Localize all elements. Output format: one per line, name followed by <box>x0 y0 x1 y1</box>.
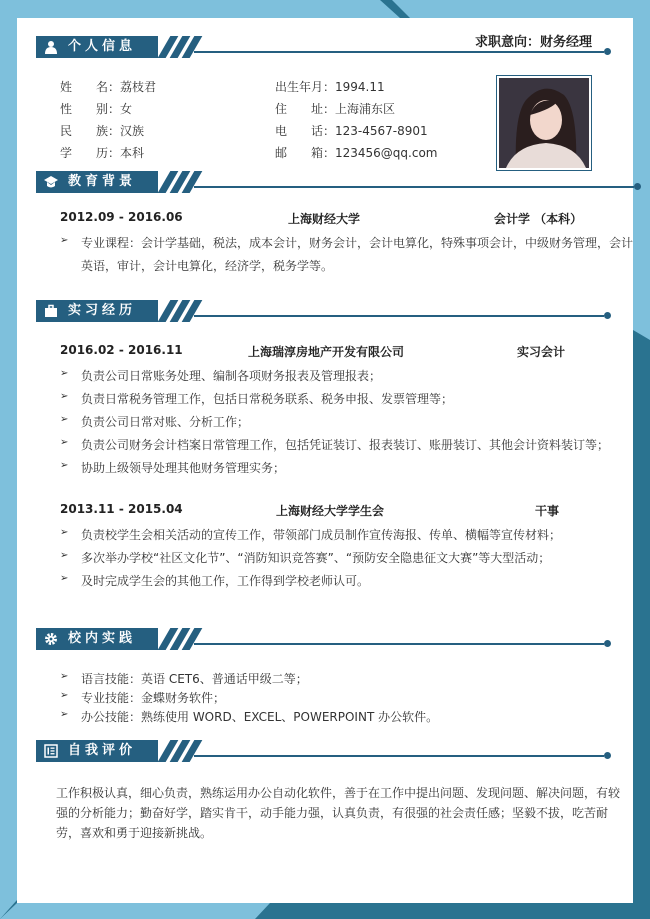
education-courses-line1: 专业课程：会计学基础，税法，成本会计，财务会计，会计电算化，特殊事项会计，中级财务管理，会计 <box>81 236 634 250</box>
section-label <box>36 740 158 762</box>
bullet-arrow: ➢ <box>60 550 69 561</box>
internship-1-period: 2016.02 - 2016.11 <box>60 343 183 357</box>
education-courses-line2: 英语，审计，会计电算化，经济学，税务学等。 <box>81 259 334 273</box>
internship-2-company: 上海财经大学学生会 <box>276 504 385 518</box>
bullet-arrow: ➢ <box>60 573 69 584</box>
section-self-eval-header <box>36 740 611 762</box>
section-personal-header <box>36 36 611 58</box>
education-period: 2012.09 - 2016.06 <box>60 210 183 224</box>
section-internship-header <box>36 300 611 322</box>
list-item: 负责公司日常对账、分析工作； <box>81 415 250 429</box>
section-label <box>36 628 158 650</box>
personal-address: 住 址：上海浦东区 <box>275 102 396 116</box>
bullet-arrow: ➢ <box>60 460 69 471</box>
gear-icon <box>44 632 58 646</box>
list-item: 负责公司财务会计档案日常管理工作，包括凭证装订、报表装订、账册装订、其他会计资料装订等； <box>81 438 610 452</box>
bullet-arrow: ➢ <box>60 437 69 448</box>
bullet-arrow: ➢ <box>60 690 69 701</box>
section-title-education: 教育背景 <box>68 174 137 189</box>
briefcase-icon <box>44 304 58 318</box>
list-item: 专业技能：金蝶财务软件； <box>81 691 226 705</box>
internship-2-role: 干事 <box>535 504 560 518</box>
self-eval-line3: 劳，喜欢和勇于迎接新挑战。 <box>56 826 213 840</box>
bullet-arrow: ➢ <box>60 414 69 425</box>
bullet-arrow: ➢ <box>60 368 69 379</box>
list-item: 负责公司日常账务处理、编制各项财务报表及管理报表； <box>81 369 382 383</box>
book-icon <box>44 744 58 758</box>
profile-photo <box>496 75 592 171</box>
bullet-arrow: ➢ <box>60 391 69 402</box>
section-label <box>36 171 158 193</box>
list-item: 办公技能：熟练使用 WORD、EXCEL、POWERPOINT 办公软件。 <box>81 710 439 724</box>
section-campus-header <box>36 628 611 650</box>
section-title-campus: 校内实践 <box>68 631 137 646</box>
bullet-arrow: ➢ <box>60 527 69 538</box>
bullet-arrow: ➢ <box>60 709 69 720</box>
personal-gender: 性 别：女 <box>60 102 133 116</box>
bullet-arrow: ➢ <box>60 235 69 246</box>
education-school: 上海财经大学 <box>288 212 361 226</box>
section-label <box>36 36 158 58</box>
personal-phone: 电 话：123-4567-8901 <box>275 124 428 138</box>
section-label <box>36 300 158 322</box>
internship-2-period: 2013.11 - 2015.04 <box>60 502 183 516</box>
list-item: 及时完成学生会的其他工作，工作得到学校老师认可。 <box>81 574 370 588</box>
person-icon <box>44 40 58 54</box>
section-title-personal: 个人信息 <box>68 39 137 54</box>
personal-birth: 出生年月：1994.11 <box>275 80 385 94</box>
list-item: 负责校学生会相关活动的宣传工作，带领部门成员制作宣传海报、传单、横幅等宣传材料； <box>81 528 562 542</box>
personal-ethnicity: 民 族：汉族 <box>60 124 145 138</box>
personal-degree: 学 历：本科 <box>60 146 145 160</box>
section-title-self-eval: 自我评价 <box>68 743 137 758</box>
self-eval-line1: 工作积极认真，细心负责，熟练运用办公自动化软件，善于在工作中提出问题、发现问题、解决问题，有较 <box>56 786 621 800</box>
job-intent: 求职意向：财务经理 <box>475 35 593 50</box>
list-item: 负责日常税务管理工作，包括日常税务联系、税务申报、发票管理等； <box>81 392 454 406</box>
internship-1-role: 实习会计 <box>517 345 566 359</box>
list-item: 语言技能：英语 CET6、普通话甲级二等； <box>81 672 308 686</box>
list-item: 多次举办学校“社区文化节”、“消防知识竞答赛”、“预防安全隐患征文大赛”等大型活动； <box>81 551 551 565</box>
internship-1-company: 上海瑞淳房地产开发有限公司 <box>248 345 405 359</box>
list-item: 协助上级领导处理其他财务管理实务； <box>81 461 286 475</box>
education-major: 会计学 （本科） <box>494 212 583 226</box>
personal-email: 邮 箱：123456@qq.com <box>275 146 438 160</box>
section-education-header <box>36 171 611 193</box>
section-title-internship: 实习经历 <box>68 303 137 318</box>
graduation-cap-icon <box>44 175 58 189</box>
self-eval-line2: 强的分析能力；勤奋好学，踏实肯干，动手能力强，认真负责，有很强的社会责任感；坚毅不拔，吃苦耐 <box>56 806 609 820</box>
bullet-arrow: ➢ <box>60 671 69 682</box>
personal-name: 姓 名：荔枝君 <box>60 80 157 94</box>
